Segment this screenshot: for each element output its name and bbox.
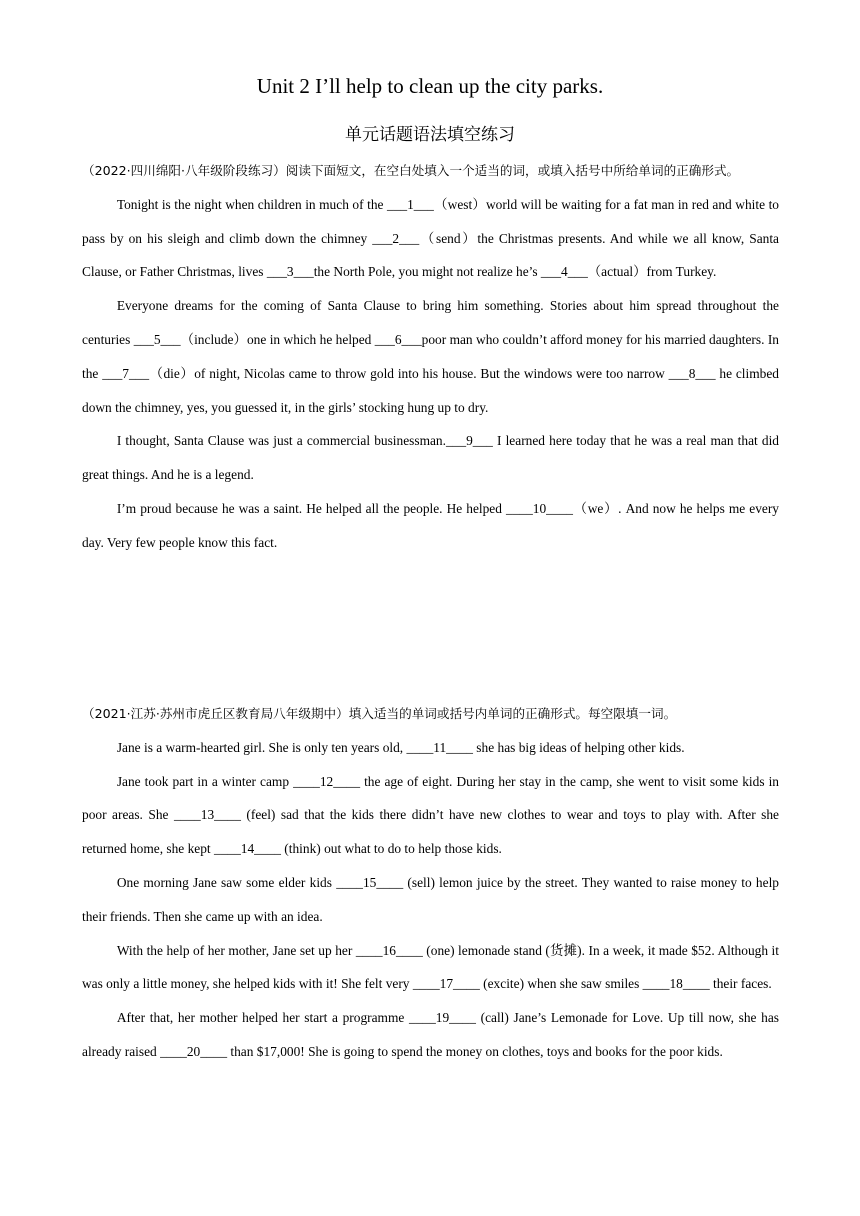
passage-2-paragraph-2: Jane took part in a winter camp ____12____ the age of eight. During her stay in the camp, she went to visit some kids in poor areas. She ____13____ (feel) sad that the kids there didn’t have new clothes to wear and toys to play with. After she returned home, she kept ____14____ (think) out what to do to help those kids. xyxy=(82,773,779,857)
passage-2-paragraph-3: One morning Jane saw some elder kids ____15____ (sell) lemon juice by the street. They wanted to raise money to help their friends. Then she came up with an idea. xyxy=(82,874,779,924)
passage-1 xyxy=(82,154,779,560)
passage-2-paragraph-5: After that, her mother helped her start a programme ____19____ (call) Jane’s Lemonade for Love. Up till now, she has already raised ____20____ than $17,000! She is going to spend the money on clothes, toys and books for the poor kids. xyxy=(82,1010,779,1059)
document-subtitle: 单元话题语法填空练习 xyxy=(345,125,515,145)
passage-2-instructions: （2021·江苏·苏州市虎丘区教育局八年级期中）填入适当的单词或括号内单词的正确形式。每空限填一词。 xyxy=(82,706,677,721)
passage-2 xyxy=(82,697,779,1069)
document-title: Unit 2 I’ll help to clean up the city parks. xyxy=(256,74,604,98)
passage-2-paragraph-4: With the help of her mother, Jane set up her ____16____ (one) lemonade stand (货摊). In a week, it made $52. Although it was only a little money, she helped kids with it! She felt very ____17____ (excite) when she saw smiles ____18____ their faces. xyxy=(82,942,779,992)
passage-1-paragraph-4: I’m proud because he was a saint. He helped all the people. He helped ____10____（we）. And now he helps me every day. Very few people know this fact. xyxy=(82,500,779,550)
passage-1-paragraph-3: I thought, Santa Clause was just a commercial businessman.___9___ I learned here today that he was a real man that did great things. And he is a legend. xyxy=(82,433,779,483)
passage-2-paragraph-1: Jane is a warm-hearted girl. She is only ten years old, ____11____ she has big ideas of helping other kids. xyxy=(116,739,685,755)
passage-1-instructions: （2022·四川绵阳·八年级阶段练习）阅读下面短文，在空白处填入一个适当的词，或填入括号中所给单词的正确形式。 xyxy=(82,163,740,178)
passage-1-paragraph-2: Everyone dreams for the coming of Santa Clause to bring him something. Stories about him spread throughout the centuries ___5___（include）one in which he helped ___6___poor man who couldn’t afford money for his married daughters. In the ___7___（die）of night, Nicolas came to throw gold into his house. But the windows were too narrow ___8___ he climbed down the chimney, yes, you guessed it, in the girls’ stocking hung up to dry. xyxy=(82,298,779,415)
passage-1-paragraph-1: Tonight is the night when children in much of the ___1___（west）world will be waiting for a fat man in red and white to pass by on his sleigh and climb down the chimney ___2___（send）the Christmas presents. And while we all know, Santa Clause, or Father Christmas, lives ___3___the North Pole, you might not realize he’s ___4___（actual）from Turkey. xyxy=(82,196,779,280)
